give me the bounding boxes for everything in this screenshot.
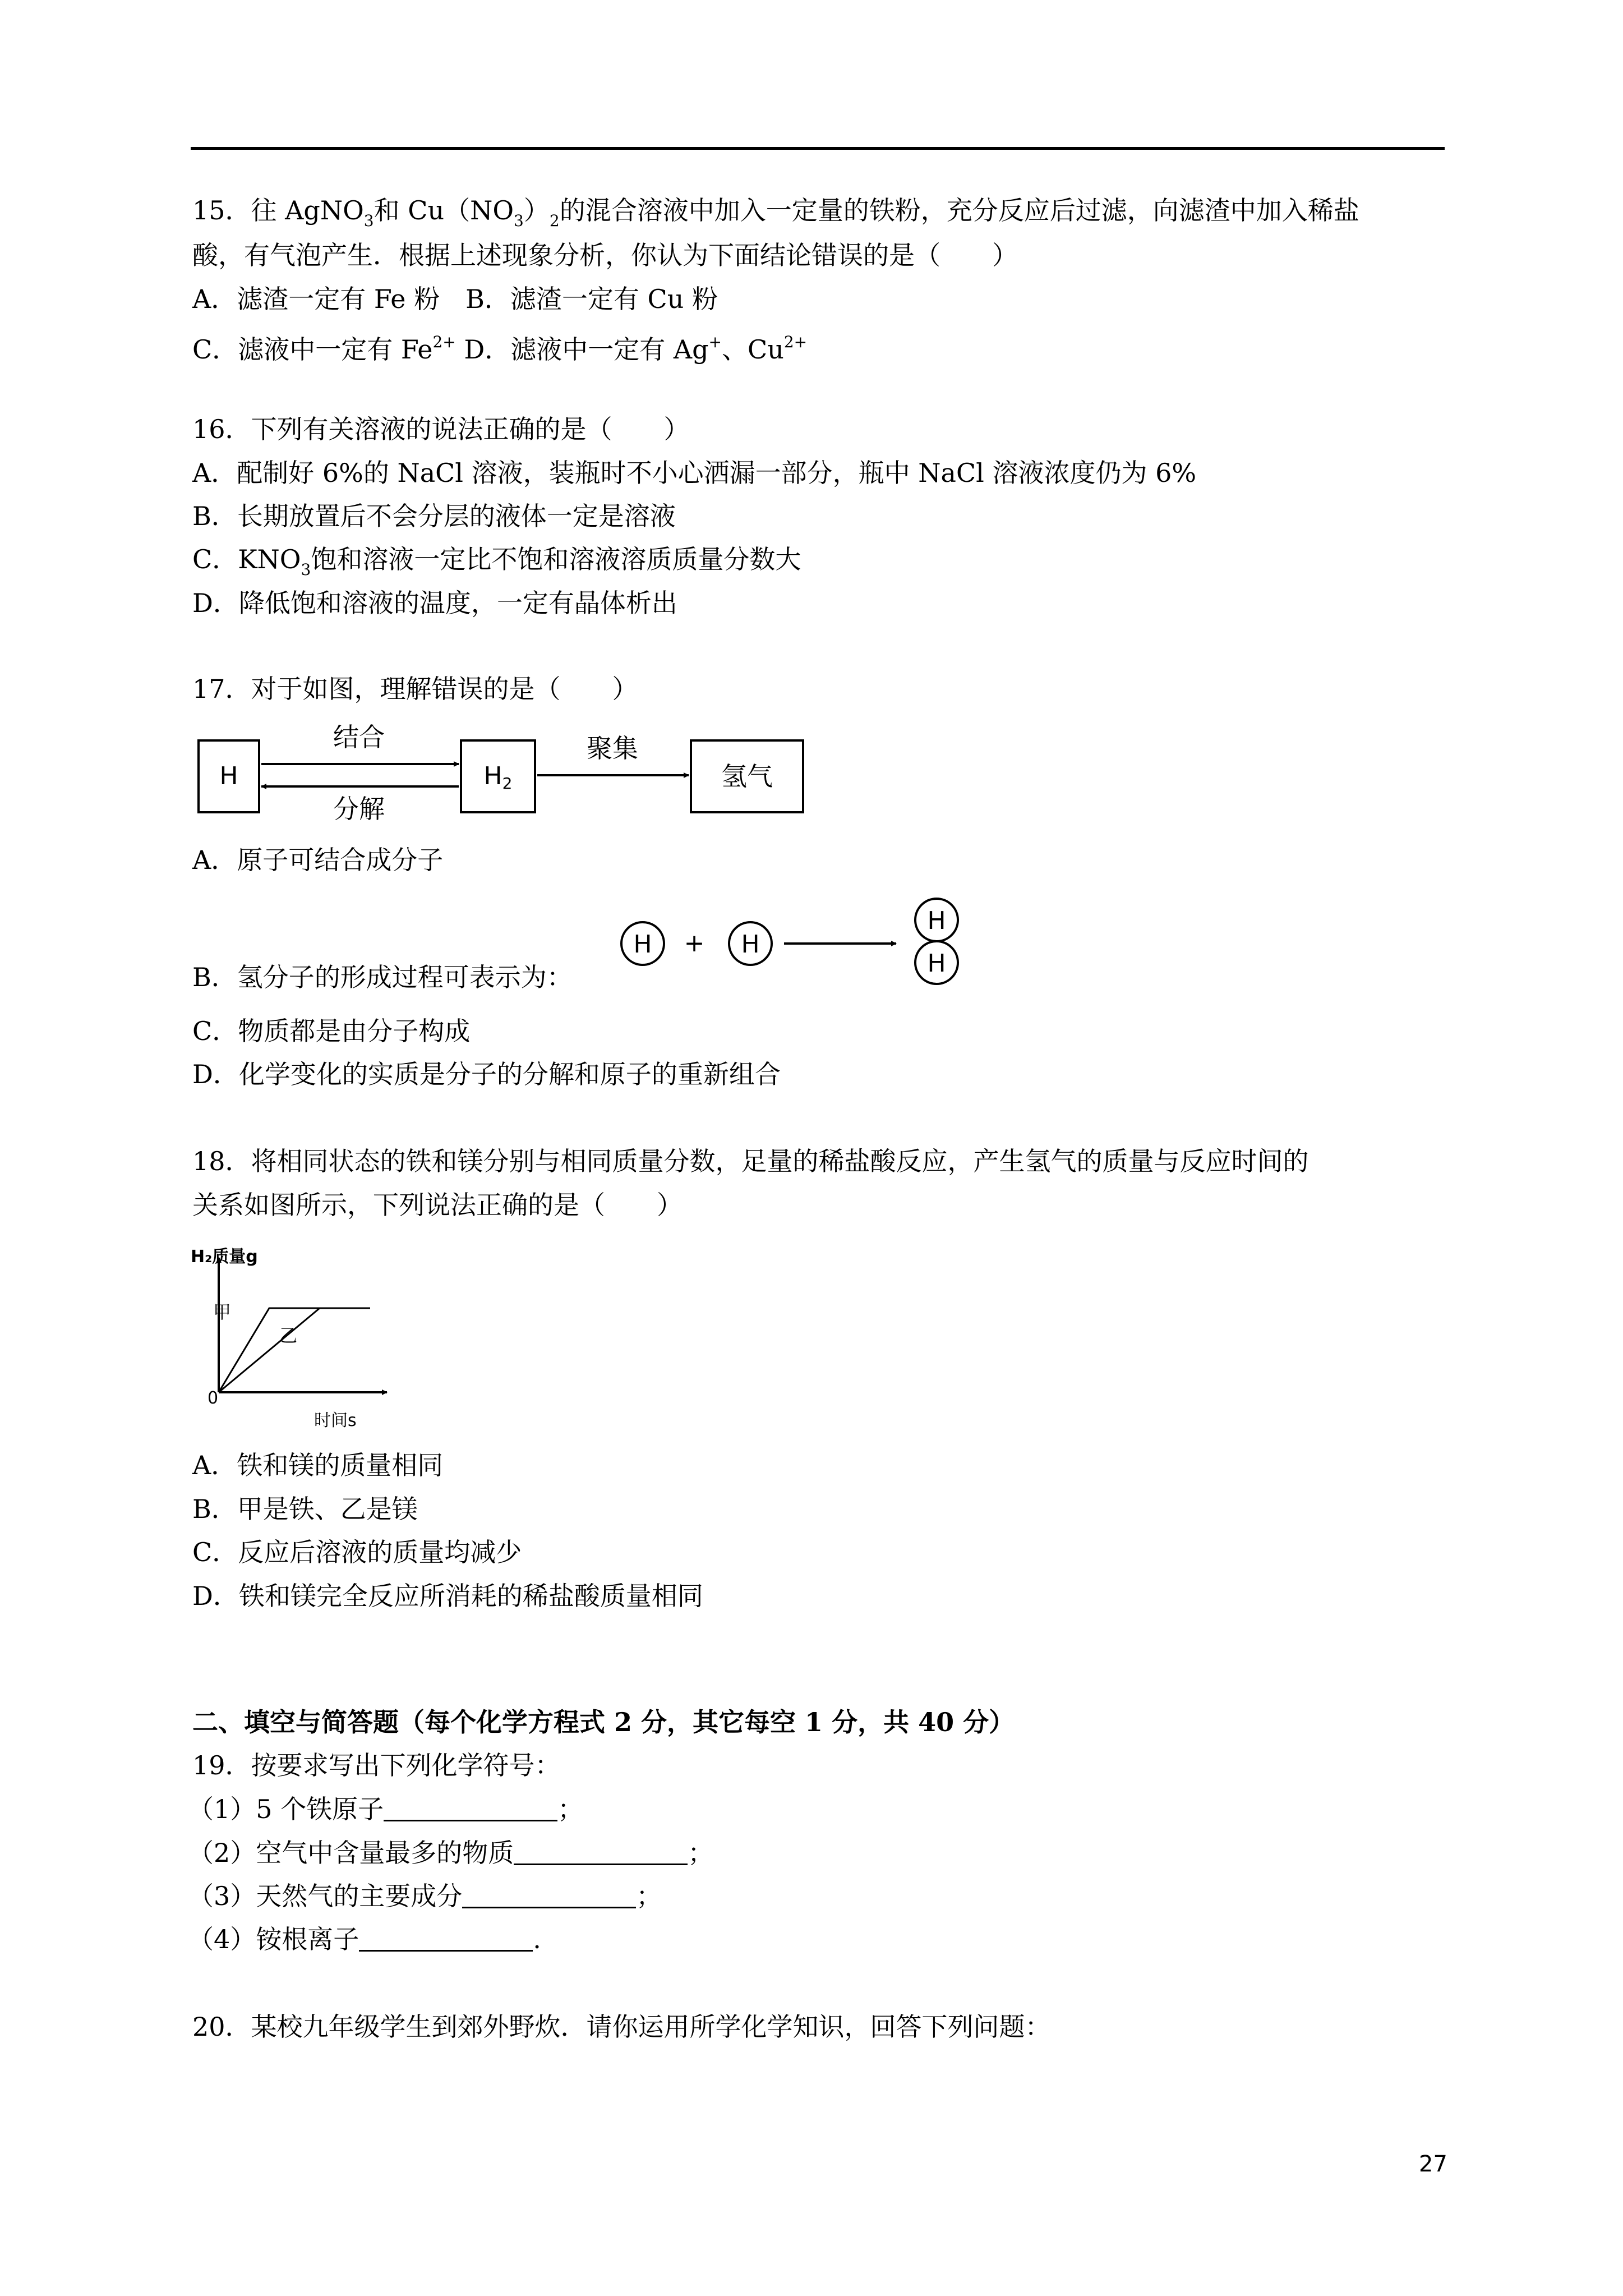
decompose-label: 分解 xyxy=(333,794,385,824)
q18-option-d: D．铁和镁完全反应所消耗的稀盐酸质量相同 xyxy=(192,1581,703,1611)
q18-option-b: B．甲是铁、乙是镁 xyxy=(192,1494,418,1524)
q15-options-ab: A．滤渣一定有 Fe 粉 B．滤渣一定有 Cu 粉 xyxy=(192,284,718,314)
q18-option-a: A．铁和镁的质量相同 xyxy=(192,1450,444,1480)
q18-line2: 关系如图所示，下列说法正确的是（ ） xyxy=(192,1190,683,1220)
y-axis-label: H₂质量g xyxy=(191,1247,258,1267)
chart-series-group xyxy=(213,1301,370,1392)
q16-option-c: C．$KNO_3$饱和溶液一定比不饱和溶液溶质质量分数大 xyxy=(192,544,801,579)
hydrogen-gas-label: 氢气 xyxy=(721,761,773,792)
series-label-1: 甲 xyxy=(213,1301,232,1323)
series-label-2: 乙 xyxy=(279,1325,298,1346)
answer-blank-2[interactable] xyxy=(514,1840,688,1865)
q19-item-4: （4）铵根离子 . xyxy=(188,1924,541,1954)
q16-option-a: A．配制好 6%的 NaCl 溶液，装瓶时不小心洒漏一部分，瓶中 NaCl 溶液浓度仍为 6% xyxy=(192,458,1197,488)
q20-stem: 20．某校九年级学生到郊外野炊．请你运用所学化学知识，回答下列问题： xyxy=(192,2012,1051,2042)
q15-options-cd: C．滤液中一定有 $Fe^{2+}$ D．滤液中一定有 Ag+、$Cu^{2+}$ xyxy=(192,333,808,365)
q18-chart xyxy=(185,1245,409,1436)
h2-molecule-top-label: H xyxy=(927,907,946,935)
answer-blank-3[interactable] xyxy=(462,1883,636,1908)
q17-stem: 17．对于如图，理解错误的是（ ） xyxy=(192,674,638,704)
answer-blank-1[interactable] xyxy=(384,1796,557,1821)
q16-stem: 16．下列有关溶液的说法正确的是（ ） xyxy=(192,414,690,444)
h2-molecule-bottom-label: H xyxy=(927,949,946,978)
origin-label: 0 xyxy=(208,1388,219,1408)
section2-title: 二、填空与简答题（每个化学方程式 2 分，其它每空 1 分，共 40 分） xyxy=(192,1707,1015,1737)
q19-item-2: （2）空气中含量最多的物质 ； xyxy=(188,1838,714,1868)
q18-option-c: C．反应后溶液的质量均减少 xyxy=(192,1537,522,1567)
q15-line2: 酸，有气泡产生．根据上述现象分析，你认为下面结论错误的是（ ） xyxy=(192,240,1018,270)
series-line-1 xyxy=(219,1308,370,1392)
h-atom-label-2: H xyxy=(741,930,760,959)
h2-label: H2 xyxy=(483,762,513,793)
q16-option-d: D．降低饱和溶液的温度，一定有晶体析出 xyxy=(192,588,677,618)
series-line-2 xyxy=(219,1308,370,1392)
x-axis-label: 时间s xyxy=(314,1411,357,1430)
q18-line1: 18．将相同状态的铁和镁分别与相同质量分数，足量的稀盐酸反应，产生氢气的质量与反应时间的 xyxy=(192,1146,1309,1176)
header-rule xyxy=(191,147,1445,150)
answer-blank-4[interactable] xyxy=(359,1926,533,1952)
combine-label: 结合 xyxy=(333,722,385,752)
q15-line1: 15．往 AgNO$_3$和 $Cu(NO_3)_2$的混合溶液中加入一定量的铁粉，充分反应后过滤，向滤渣中加入稀盐 xyxy=(192,195,1359,230)
q17-diagram xyxy=(191,718,819,830)
q19-stem: 19．按要求写出下列化学符号： xyxy=(192,1750,561,1780)
q19-item-1: （1）5 个铁原子 ； xyxy=(188,1794,584,1824)
q16-option-b: B．长期放置后不会分层的液体一定是溶液 xyxy=(192,501,676,531)
q17-option-c: C．物质都是由分子构成 xyxy=(192,1016,471,1046)
h-atom-label-1: H xyxy=(633,930,652,959)
plus-sign: + xyxy=(684,929,705,958)
h2-formation-diagram xyxy=(611,892,970,1004)
page-number: 27 xyxy=(1419,2151,1447,2177)
gather-label: 聚集 xyxy=(587,733,638,763)
h-atom-label: H xyxy=(219,762,238,790)
q17-option-d: D．化学变化的实质是分子的分解和原子的重新组合 xyxy=(192,1059,781,1089)
q17-option-b: B．氢分子的形成过程可表示为： xyxy=(192,962,573,992)
q17-option-a: A．原子可结合成分子 xyxy=(192,845,444,875)
q19-item-3: （3）天然气的主要成分 ； xyxy=(188,1881,662,1911)
